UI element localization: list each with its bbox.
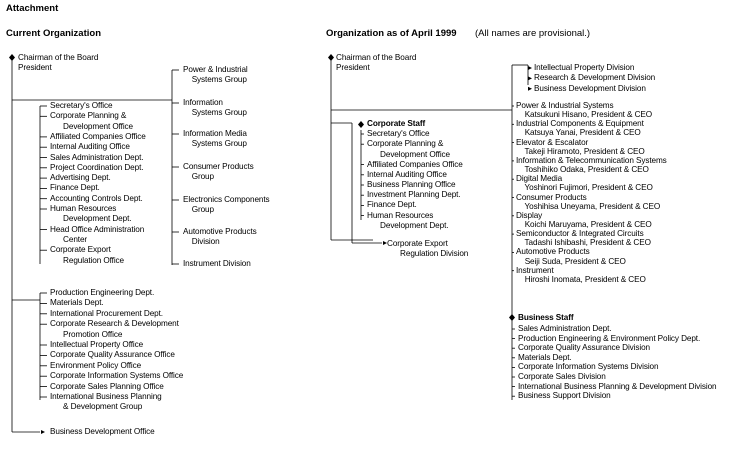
business-staff-unit: Corporate Information Systems Division (518, 362, 659, 372)
business-group: Automotive Products Division (183, 227, 257, 247)
staff-unit: Corporate Research & Development Promotion Office (50, 319, 179, 339)
company-name: Automotive Products (516, 247, 590, 257)
company-president: Yoshinori Fujimori, President & CEO (516, 183, 653, 193)
company-name: Instrument (516, 265, 554, 275)
arrow-head (528, 76, 532, 80)
business-staff-unit: International Business Planning & Development Division (518, 381, 717, 391)
left-title: Current Organization (6, 28, 102, 39)
staff-unit: Project Coordination Dept. (50, 162, 144, 172)
export-node: Corporate Export Regulation Division (387, 239, 469, 259)
corporate-staff-unit: Investment Planning Dept. (367, 190, 461, 200)
corporate-staff-unit: Internal Auditing Office (367, 169, 447, 179)
company-president: Yoshihisa Uneyama, President & CEO (516, 201, 661, 211)
staff-unit: Corporate Sales Planning Office (50, 381, 164, 391)
staff-unit: Corporate Information Systems Office (50, 371, 184, 381)
staff-unit: Advertising Dept. (50, 173, 111, 183)
business-staff-unit: Corporate Sales Division (518, 372, 606, 381)
business-staff-unit: Corporate Quality Assurance Division (518, 343, 651, 353)
company-president: Hiroshi Inomata, President & CEO (516, 274, 646, 284)
company-president: Seiji Suda, President & CEO (516, 256, 626, 266)
left-bottom-node: Business Development Office (50, 427, 155, 436)
company-name: Information & Telecommunication Systems (516, 155, 667, 165)
business-group: Information Media Systems Group (183, 129, 247, 149)
staff-unit: Affiliated Companies Office (50, 131, 146, 141)
company-name: Elevator & Escalator (516, 137, 589, 147)
staff-unit: Corporate Export Regulation Office (50, 245, 125, 265)
top-unit: Intellectual Property Division (534, 63, 635, 72)
company-president: Toshihiko Odaka, President & CEO (516, 165, 649, 175)
staff-unit: Human Resources Development Dept. (50, 204, 132, 224)
staff-unit: Environment Policy Office (50, 360, 142, 370)
right-top-node: Chairman of the Board President (336, 53, 417, 73)
business-group: Power & Industrial Systems Group (183, 65, 248, 85)
corporate-staff-unit: Affiliated Companies Office (367, 159, 463, 169)
staff-unit: Internal Auditing Office (50, 142, 130, 152)
right-title: Organization as of April 1999 (326, 28, 457, 39)
right-note: (All names are provisional.) (475, 28, 591, 39)
corporate-staff-title: Corporate Staff (367, 119, 426, 128)
company-president: Katsukuni Hisano, President & CEO (516, 110, 653, 120)
staff-unit: Production Engineering Dept. (50, 288, 155, 297)
arrow-head (528, 87, 532, 91)
business-staff-unit: Production Engineering & Environment Policy Dept. (518, 333, 701, 343)
staff-unit: Sales Administration Dept. (50, 152, 144, 162)
business-staff-title: Business Staff (518, 313, 574, 322)
staff-unit: International Procurement Dept. (50, 308, 163, 318)
staff-unit: Head Office Administration Center (50, 224, 145, 244)
arrow-head (528, 66, 532, 70)
left-top-node: Chairman of the Board President (18, 53, 99, 73)
business-staff-unit: Materials Dept. (518, 352, 572, 362)
top-unit: Research & Development Division (534, 73, 656, 83)
staff-unit: Secretary's Office (50, 101, 113, 110)
company-president: Koichi Maruyama, President & CEO (516, 219, 652, 229)
business-group: Instrument Division (183, 259, 251, 268)
staff-unit: Accounting Controls Dept. (50, 193, 143, 203)
company-president: Takeji Hiramoto, President & CEO (516, 146, 645, 156)
company-name: Digital Media (516, 174, 563, 184)
staff-unit: Materials Dept. (50, 298, 104, 308)
business-group: Electronics Components Group (183, 195, 270, 215)
company-name: Display (516, 210, 543, 220)
business-group: Consumer Products Group (183, 162, 254, 182)
staff-unit: International Business Planning & Development Group (50, 392, 162, 412)
business-staff-unit: Sales Administration Dept. (518, 324, 612, 333)
company-name: Consumer Products (516, 192, 587, 202)
company-president: Tadashi Ishibashi, President & CEO (516, 238, 651, 248)
staff-unit: Corporate Planning & Development Office (50, 111, 134, 131)
corporate-staff-unit: Corporate Planning & Development Office (367, 139, 451, 159)
staff-unit: Corporate Quality Assurance Office (50, 350, 175, 360)
corporate-staff-unit: Human Resources Development Dept. (367, 210, 449, 230)
company-name: Semiconductor & Integrated Circuits (516, 229, 644, 239)
business-group: Information Systems Group (183, 98, 247, 118)
business-staff-unit: Business Support Division (518, 391, 611, 401)
attachment-heading: Attachment (6, 3, 59, 14)
corporate-staff-unit: Finance Dept. (367, 200, 417, 210)
corporate-staff-unit: Secretary's Office (367, 129, 430, 138)
top-unit: Business Development Division (534, 83, 646, 93)
company-name: Industrial Components & Equipment (516, 119, 644, 129)
staff-unit: Intellectual Property Office (50, 340, 144, 349)
staff-unit: Finance Dept. (50, 183, 100, 193)
corporate-staff-unit: Business Planning Office (367, 180, 456, 189)
company-name: Power & Industrial Systems (516, 101, 614, 110)
company-president: Katsuya Yanai, President & CEO (516, 128, 641, 138)
